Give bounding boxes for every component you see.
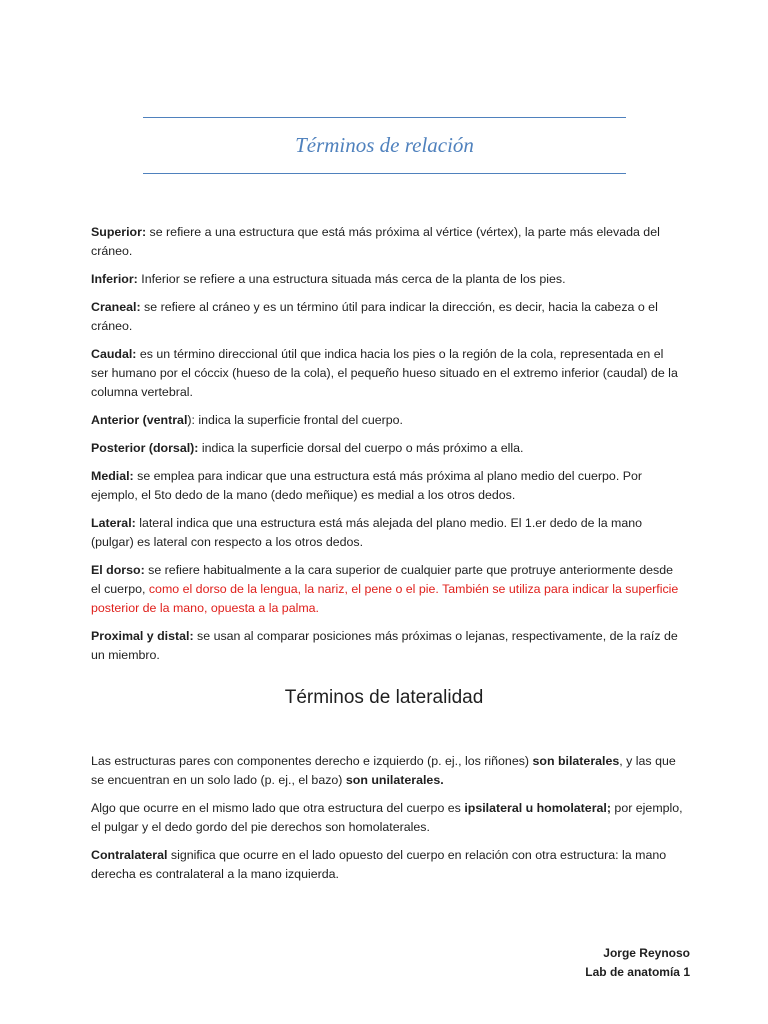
term-definition-continued: También se utiliza para indicar la superficie posterior de la mano, opuesta a la palma. xyxy=(91,582,679,615)
term-inferior xyxy=(91,270,683,289)
term-definition: indica la superficie frontal del cuerpo. xyxy=(194,413,403,427)
laterality-heading: Términos de lateralidad xyxy=(284,687,484,708)
course-name: Lab de anatomía 1 xyxy=(585,965,690,979)
signature-block xyxy=(585,944,690,982)
term-lateral xyxy=(91,514,683,552)
term-anterior xyxy=(91,411,683,430)
term-label: Superior: xyxy=(91,225,147,239)
term-label: Craneal: xyxy=(91,300,141,314)
text-run-bold: ipsilateral u homolateral; xyxy=(464,801,611,815)
term-label: Lateral: xyxy=(91,516,136,530)
laterality-section xyxy=(91,752,683,893)
term-superior xyxy=(91,223,683,261)
text-run-bold: son bilaterales xyxy=(532,754,620,768)
term-definition: es un término direccional útil que indica hacia los pies o la región de la cola, representada en el ser humano por el cóccix (hueso de la cola), el pequeño hueso situado en el extremo inferior (caudal) de la columna vertebral. xyxy=(91,347,678,399)
laterality-paragraph-3 xyxy=(91,846,683,884)
term-definition: indica la superficie dorsal del cuerpo o más próximo a ella. xyxy=(198,441,524,455)
term-craneal xyxy=(91,298,683,336)
text-run: por ejemplo, el pulgar y el dedo gordo del pie derechos son homolaterales. xyxy=(91,801,683,834)
text-run: Algo que ocurre en el mismo lado que otra estructura del cuerpo es xyxy=(91,801,465,815)
author-name: Jorge Reynoso xyxy=(603,946,690,960)
term-definition-highlight: como el dorso de la lengua, la nariz, el pene o el pie. xyxy=(148,582,439,596)
term-label-suffix: ): xyxy=(187,413,195,427)
text-run: Las estructuras pares con componentes derecho e izquierdo (p. ej., los riñones) xyxy=(91,754,533,768)
term-label: Anterior (ventral xyxy=(91,413,188,427)
text-run: significa que ocurre en el lado opuesto del cuerpo en relación con otra estructura: la mano derecha es contralateral a la mano izquierda. xyxy=(91,848,667,881)
term-label: Posterior (dorsal): xyxy=(91,441,199,455)
term-proximal-distal xyxy=(91,627,683,665)
term-definition: se refiere al cráneo y es un término útil para indicar la dirección, es decir, hacia la cabeza o el cráneo. xyxy=(91,300,658,333)
text-run: , y las que se encuentran en un solo lado (p. ej., el bazo) xyxy=(91,754,676,787)
term-definition: lateral indica que una estructura está más alejada del plano medio. El 1.er dedo de la mano (pulgar) es lateral con respecto a los otros dedos. xyxy=(91,516,643,549)
term-label: Caudal: xyxy=(91,347,137,361)
term-definition: se refiere a una estructura que está más próxima al vértice (vértex), la parte más elevada del cráneo. xyxy=(91,225,660,258)
term-label: Medial: xyxy=(91,469,134,483)
term-definition: Inferior se refiere a una estructura situada más cerca de la planta de los pies. xyxy=(137,272,566,286)
laterality-paragraph-1 xyxy=(91,752,683,790)
title-block xyxy=(143,117,626,174)
term-label: Proximal y distal: xyxy=(91,629,194,643)
term-definition: se usan al comparar posiciones más próximas o lejanas, respectivamente, de la raíz de un miembro. xyxy=(91,629,678,662)
laterality-paragraph-2 xyxy=(91,799,683,837)
term-dorso xyxy=(91,561,683,618)
text-run-bold: Contralateral xyxy=(91,848,168,862)
text-run-bold: son unilaterales. xyxy=(345,773,444,787)
term-definition: se refiere habitualmente a la cara superior de cualquier parte que protruye anteriormente desde el cuerpo, xyxy=(91,563,673,596)
term-posterior xyxy=(91,439,683,458)
term-label: El dorso: xyxy=(91,563,145,577)
term-medial xyxy=(91,467,683,505)
page-title: Términos de relación xyxy=(295,133,474,157)
relation-terms-section xyxy=(91,223,683,674)
term-definition: se emplea para indicar que una estructura está más próxima al plano medio del cuerpo. Por ejemplo, el 5to dedo de la mano (dedo meñique) es medial a los otros dedos. xyxy=(91,469,642,502)
term-caudal xyxy=(91,345,683,402)
term-label: Inferior: xyxy=(91,272,138,286)
